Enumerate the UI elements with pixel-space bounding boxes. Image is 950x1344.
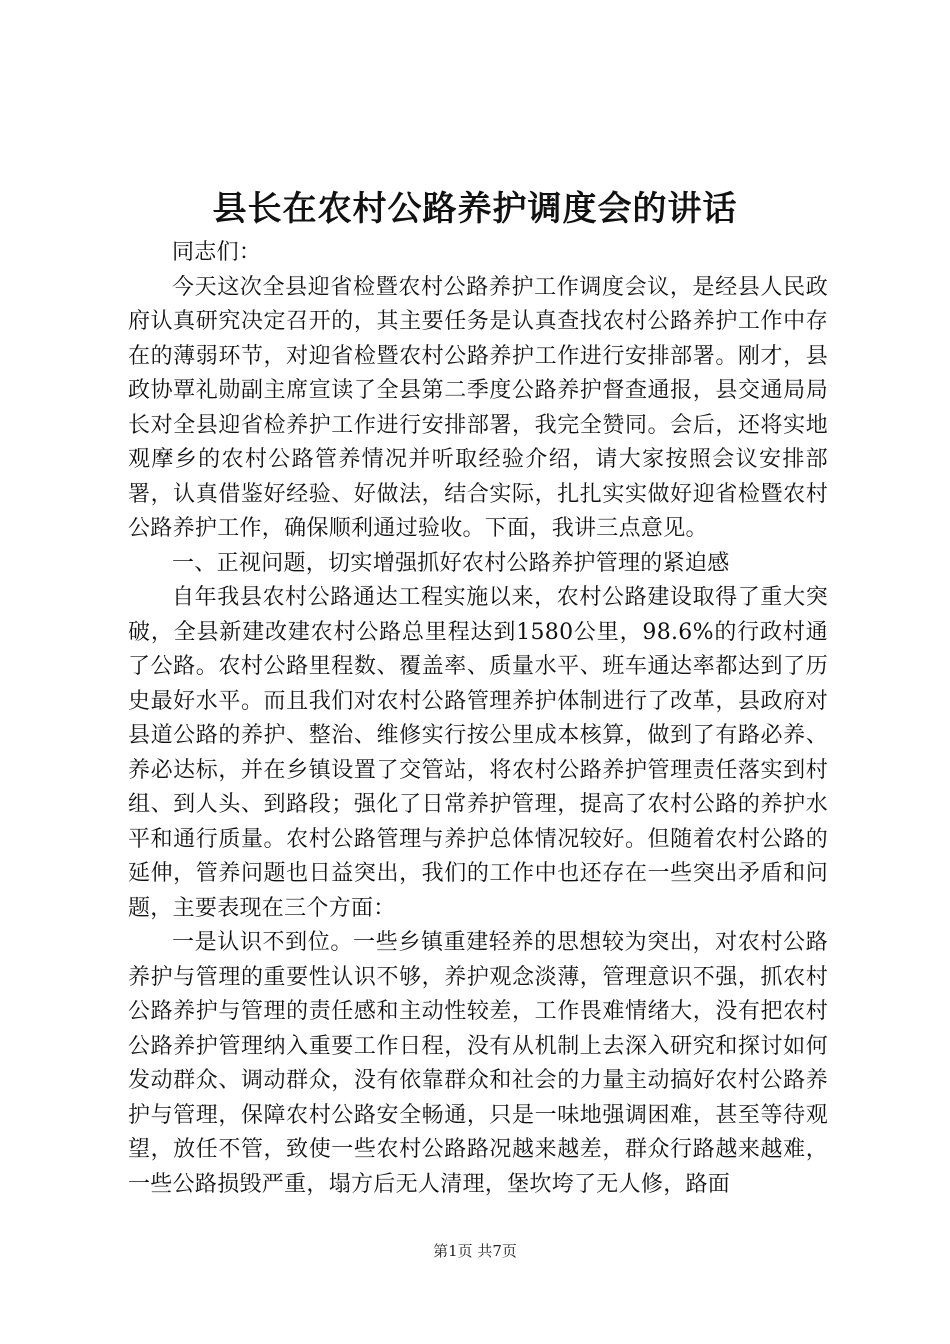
section-heading-1: 一、正视问题，切实增强抓好农村公路养护管理的紧迫感 (172, 550, 730, 576)
intro-paragraph: 今天这次全县迎省检暨农村公路养护工作调度会议，是经县人民政府认真研究决定召开的，其主要任务是认真查找农村公路养护工作中存在的薄弱环节，对迎省检暨农村公路养护工作进行安排部署。刚才，县政协覃礼勋副主席宣读了全县第二季度公路养护督查通报，县交通局局长对全县迎省检养护工作进行安排部署，我完全赞同。会后，还将实地观摩乡的农村公路管养情况并听取经验介绍，请大家按照会议安排部署，认真借鉴好经验、好做法，结合实际，扎扎实实做好迎省检暨农村公路养护工作，确保顺利通过验收。下面，我讲三点意见。 (128, 274, 828, 541)
document-title: 县长在农村公路养护调度会的讲话 (212, 189, 738, 229)
body-paragraph: 自年我县农村公路通达工程实施以来，农村公路建设取得了重大突破，全县新建改建农村公路总里程达到1580公里，98.6%的行政村通了公路。农村公路里程数、覆盖率、质量水平、班车通达率都达到了历史最好水平。而且我们对农村公路管理养护体制进行了改革，县政府对县道公路的养护、整治、维修实行按公里成本核算，做到了有路必养、养必达标，并在乡镇设置了交管站，将农村公路养护管理责任落实到村组、到人头、到路段；强化了日常养护管理，提高了农村公路的养护水平和通行质量。农村公路管理与养护总体情况较好。但随着农村公路的延伸，管养问题也日益突出，我们的工作中也还存在一些突出矛盾和问题，主要表现在三个方面： (128, 585, 828, 921)
body-paragraph: 一是认识不到位。一些乡镇重建轻养的思想较为突出，对农村公路养护与管理的重要性认识不够，养护观念淡薄，管理意识不强，抓农村公路养护与管理的责任感和主动性较差，工作畏难情绪大，没有把农村公路养护管理纳入重要工作日程，没有从机制上去深入研究和探讨如何发动群众、调动群众，没有依靠群众和社会的力量主动搞好农村公路养护与管理，保障农村公路安全畅通，只是一味地强调困难，甚至等待观望，放任不管，致使一些农村公路路况越来越差，群众行路越来越难，一些公路损毁严重，塌方后无人清理，堡坎垮了无人修，路面 (128, 930, 828, 1197)
document-body (128, 236, 828, 1202)
page-number-footer: 第1页 共7页 (433, 1242, 517, 1260)
salutation-paragraph: 同志们： (172, 240, 262, 265)
